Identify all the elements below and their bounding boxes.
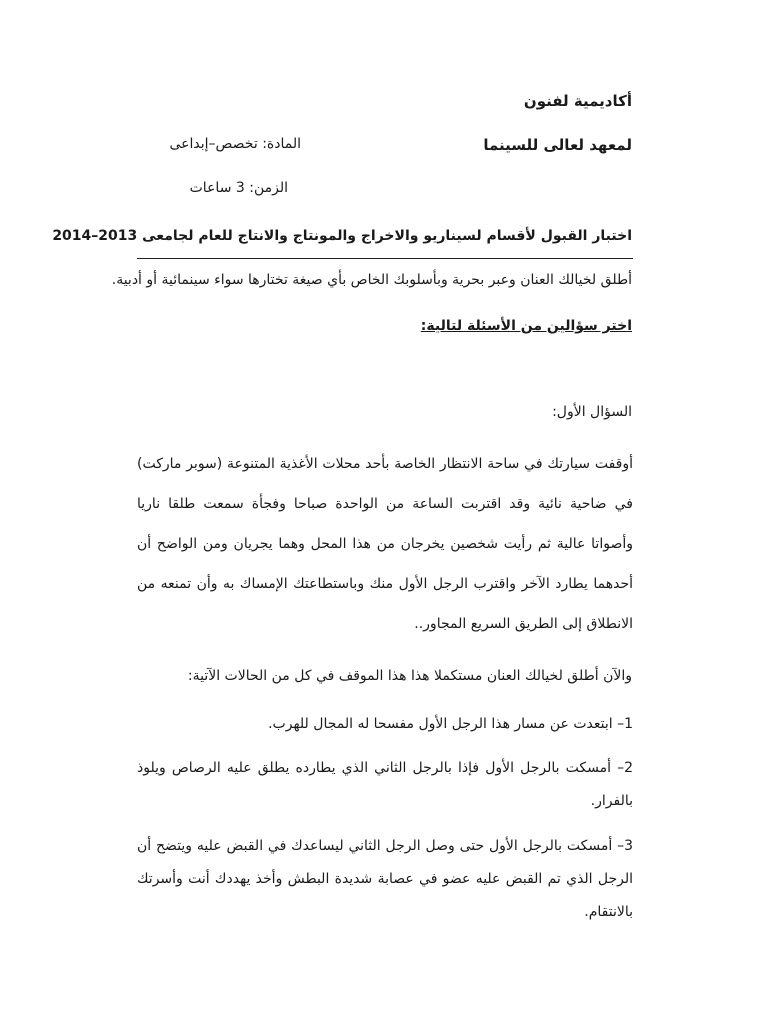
question1-heading: السؤال الأول: — [552, 404, 632, 420]
intro-text: أطلق لخيالك العنان وعبر بحرية وبأسلوبك الخاص بأي صيغة تختارها سواء سينمائية أو أدبية. — [111, 272, 632, 288]
institute-name: لمعهد لعالى للسينما — [483, 136, 632, 154]
time-line: الزمن: 3 ساعات — [189, 180, 288, 196]
subject-line: المادة: تخصص–إبداعى — [169, 136, 301, 152]
title-divider — [137, 258, 633, 259]
list-item: 1– ابتعدت عن مسار هذا الرجل الأول مفسحا له المجال للهرب. — [268, 716, 633, 732]
question1-body: أوقفت سيارتك في ساحة الانتظار الخاصة بأحد محلات الأغذية المتنوعة (سوبر ماركت) في ضاحية نائية وقد اقتربت الساعة من الواحدة صباحا وفجأة سمعت طلقا ناريا وأصواتا عالية ثم رأيت شخصين يخرجان من هذا المحل وهما يجريان ومن الواضح أن أحدهما يطارد الآخر واقترب الرجل الأول منك وباستطاعتك الإمساك به وأن تمنعه من الانطلاق إلى الطريق السريع المجاور.. — [137, 456, 633, 632]
question1-prompt: والآن أطلق لخيالك العنان مستكملا هذا هذا الموقف في كل من الحالات الآتية: — [187, 668, 632, 684]
instruction-text: اختر سؤالين من الأسئلة لتالية: — [420, 318, 632, 334]
exam-title: اختبار القبول لأقسام لسيناريو والاخراج والمونتاج والانتاج للعام لجامعى 2013–2014 — [52, 228, 632, 244]
list-item: 3– أمسكت بالرجل الأول حتى وصل الرجل الثاني ليساعدك في القبض عليه ويتضح أن الرجل الذي تم القبض عليه عضو في عصابة شديدة البطش وأخذ يهددك أنت وأسرتك بالانتقام. — [137, 838, 633, 920]
academy-name: أكاديمية لفنون — [523, 92, 632, 110]
list-item: 2– أمسكت بالرجل الأول فإذا بالرجل الثاني الذي يطارده يطلق عليه الرصاص ويلوذ بالفرار. — [137, 760, 633, 809]
